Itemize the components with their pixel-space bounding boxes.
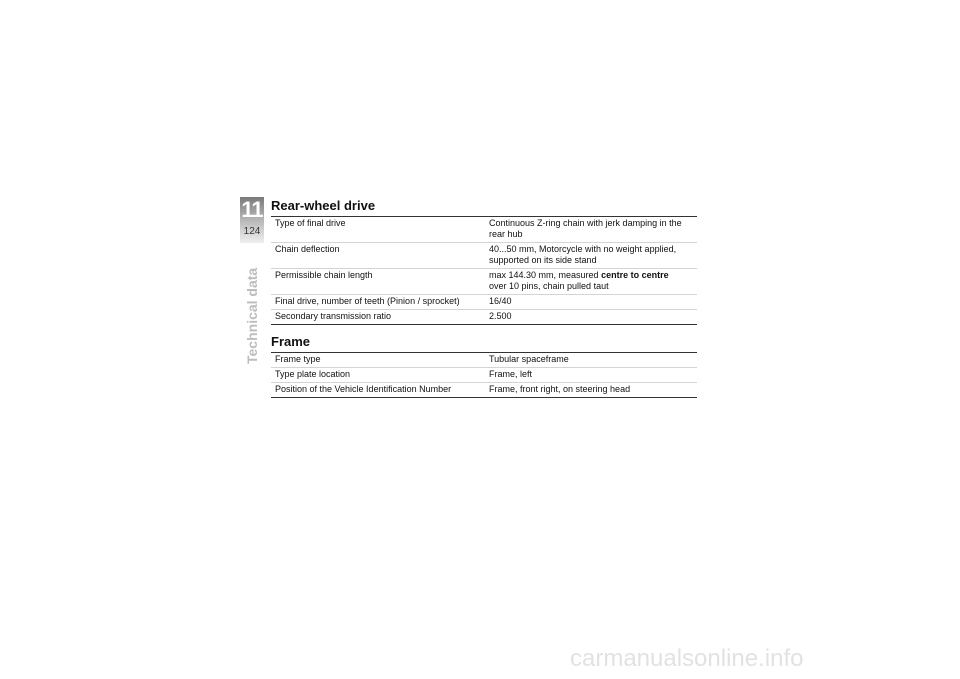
table-row [271, 310, 697, 325]
spec-value: 2.500 [485, 310, 697, 325]
section-heading-frame: Frame [271, 334, 311, 349]
spec-value: Tubular spaceframe [489, 354, 569, 364]
section-heading-rear-wheel-drive: Rear-wheel drive [271, 198, 376, 213]
watermark: carmanualsonline.info [570, 645, 804, 672]
frame-table [271, 352, 697, 398]
spec-value: Frame, front right, on steering head [485, 383, 697, 398]
spec-value: 16/40 [485, 295, 697, 310]
table-row [271, 295, 697, 310]
table-row [271, 243, 697, 269]
rear-wheel-drive-table [271, 216, 697, 325]
spec-label: Chain deflection [271, 243, 485, 269]
spec-value-text: max 144.30 mm, measured [489, 270, 602, 280]
spec-label: Permissible chain length [271, 269, 485, 295]
spec-label: Final drive, number of teeth (Pinion / sprocket) [271, 295, 485, 310]
page-number: 124 [243, 226, 261, 237]
spec-value-emphasis: centre to centre [601, 270, 669, 280]
spec-value [485, 269, 697, 295]
spec-value: Frame, left [485, 368, 697, 383]
spec-label: Frame type [275, 354, 321, 364]
table-row [271, 269, 697, 295]
spec-label: Secondary transmission ratio [271, 310, 485, 325]
chapter-side-title: Technical data [244, 268, 260, 365]
table-row [271, 383, 697, 398]
spec-label: Position of the Vehicle Identification Number [271, 383, 485, 398]
spec-label: Type plate location [271, 368, 485, 383]
spec-value: Continuous Z-ring chain with jerk damping in the rear hub [489, 218, 682, 239]
table-row [271, 353, 697, 368]
table-row [271, 368, 697, 383]
spec-value-text: over 10 pins, chain pulled taut [489, 281, 609, 291]
spec-label: Type of final drive [275, 218, 346, 228]
spec-value: 40...50 mm, Motorcycle with no weight applied, supported on its side stand [485, 243, 697, 269]
page-content [271, 198, 697, 398]
chapter-number: 11 [241, 197, 263, 222]
table-row [271, 217, 697, 243]
